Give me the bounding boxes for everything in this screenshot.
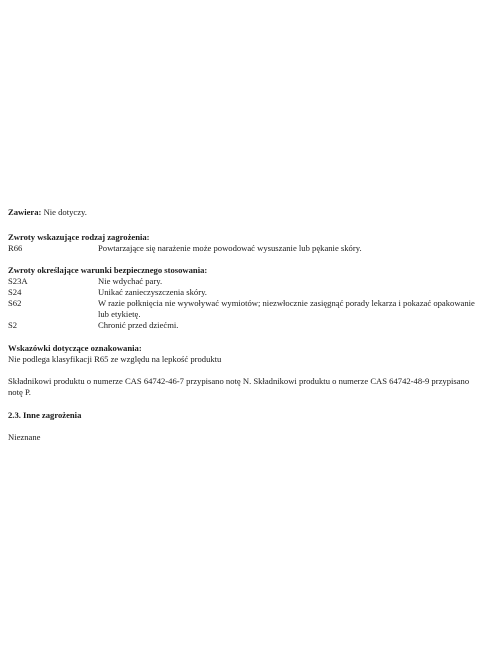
safety-phrase-code: S24 (8, 287, 22, 297)
safety-phrase-code: S62 (8, 298, 22, 308)
safety-phrase-code: S23A (8, 276, 28, 286)
hazard-phrase-text: Powtarzające się narażenie może powodować wysuszanie lub pękanie skóry. (98, 243, 362, 253)
safety-phrase-row (8, 298, 480, 320)
contains-value: Nie dotyczy. (43, 207, 87, 217)
contains-line (8, 207, 480, 218)
contains-label: Zawiera: (8, 207, 42, 217)
safety-phrases-section (8, 265, 480, 331)
safety-phrase-row (8, 320, 480, 331)
safety-phrase-text: Nie wdychać pary. (98, 276, 163, 286)
safety-phrase-text: Unikać zanieczyszczenia skóry. (98, 287, 207, 297)
safety-phrase-text: Chronić przed dziećmi. (98, 320, 179, 330)
cas-note: Składnikowi produktu o numerze CAS 64742-46-7 przypisano notę N. Składnikowi produktu o numerze CAS 64742-48-9 przypisano notę P. (8, 376, 470, 397)
section-2-3-title: 2.3. Inne zagrożenia (8, 410, 82, 420)
hazard-phrases-title: Zwroty wskazujące rodzaj zagrożenia: (8, 232, 150, 242)
hazard-phrases-section (8, 232, 480, 254)
safety-phrase-text: W razie połknięcia nie wywoływać wymiotów; niezwłocznie zasięgnąć porady lekarza i pokazać opakowanie lub etykietę. (98, 298, 475, 319)
labeling-notes-title: Wskazówki dotyczące oznakowania: (8, 343, 142, 353)
safety-phrase-row (8, 287, 480, 298)
safety-phrase-row (8, 276, 480, 287)
labeling-notes-section (8, 343, 480, 365)
labeling-notes-text: Nie podlega klasyfikacji R65 ze względu na lepkość produktu (8, 354, 222, 364)
hazard-phrase-code: R66 (8, 243, 23, 253)
safety-phrase-code: S2 (8, 320, 18, 330)
safety-phrases-title: Zwroty określające warunki bezpiecznego stosowania: (8, 265, 208, 275)
section-2-3-value: Nieznane (8, 432, 41, 442)
hazard-phrase-row (8, 243, 480, 254)
